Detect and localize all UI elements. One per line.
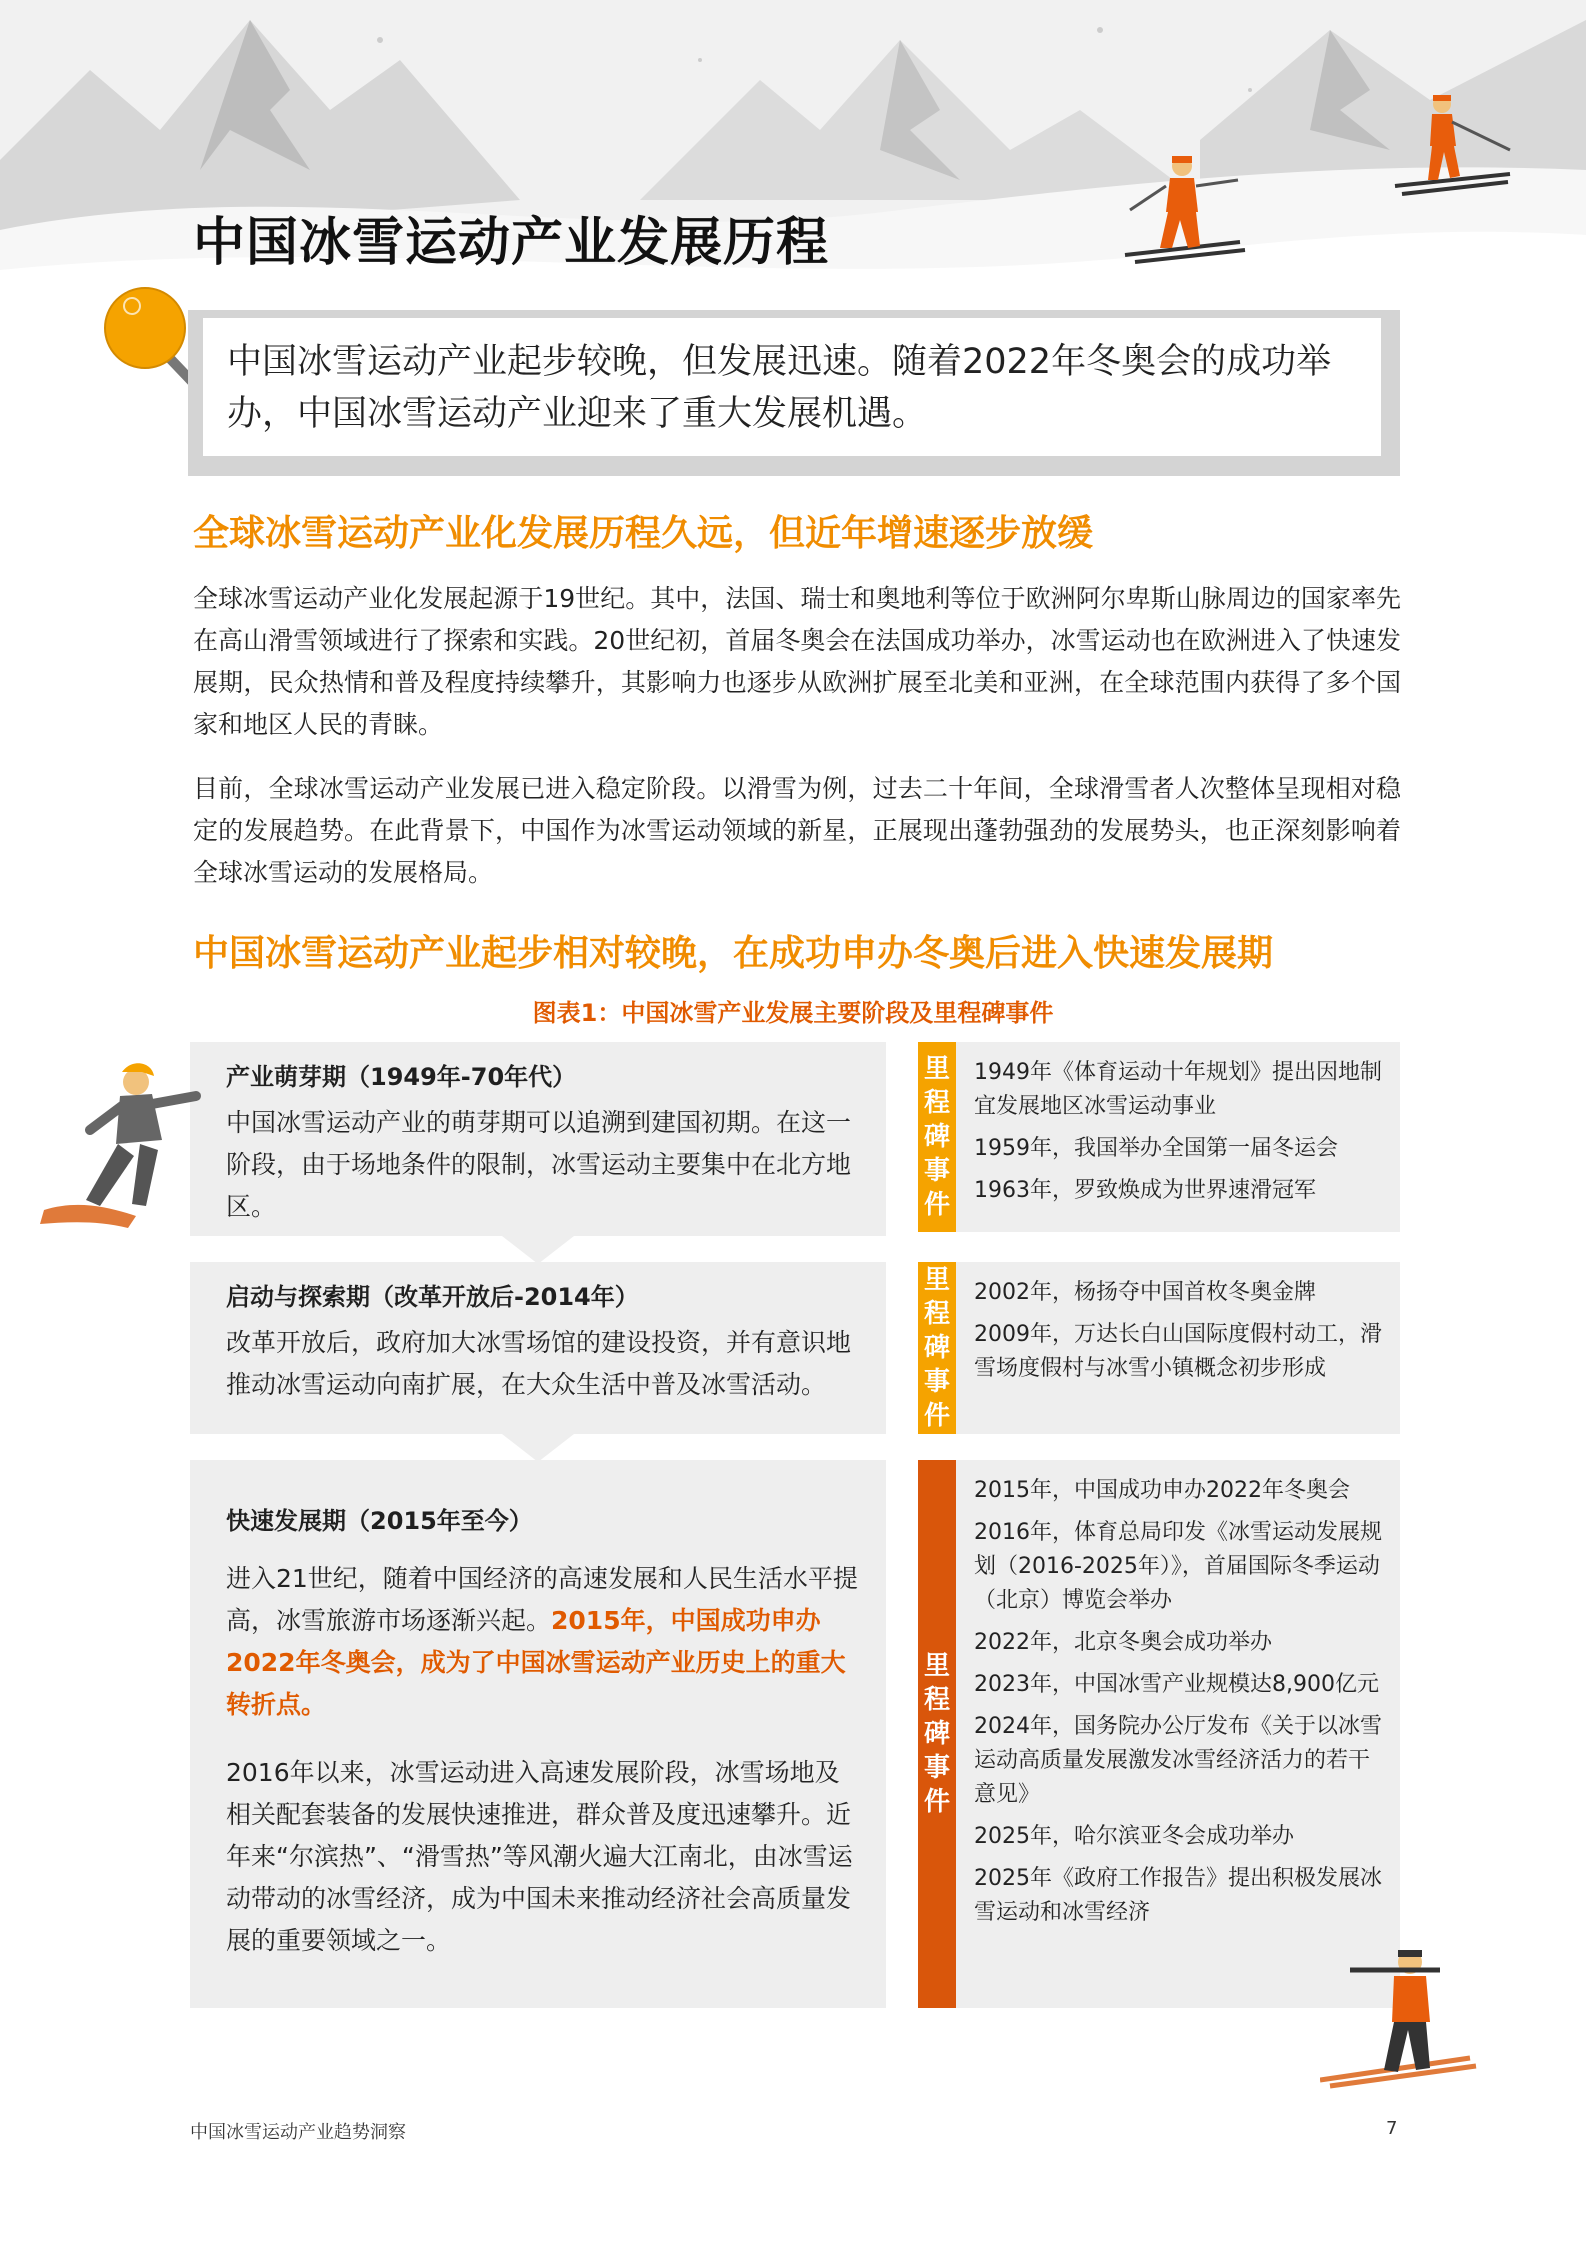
stage-description: 中国冰雪运动产业的萌芽期可以追溯到建国初期。在这一阶段，由于场地条件的限制，冰雪运动主要集中在北方地区。	[226, 1108, 852, 1221]
milestone-list	[956, 1042, 1400, 1232]
stage-description-text: 进入21世纪，随着中国经济的高速发展和人民生活水平提高，冰雪旅游市场逐渐兴起。	[226, 1564, 858, 1635]
milestone-label: 里程碑事件	[918, 1460, 956, 2008]
paragraph: 全球冰雪运动产业化发展起源于19世纪。其中，法国、瑞士和奥地利等位于欧洲阿尔卑斯山脉周边的国家率先在高山滑雪领域进行了探索和实践。20世纪初，首届冬奥会在法国成功举办，冰雪运动也在欧洲进入了快速发展期，民众热情和普及程度持续攀升，其影响力也逐步从欧洲扩展至北美和亚洲，在全球范围内获得了多个国家和地区人民的青睐。	[193, 584, 1401, 739]
milestone-item: 2002年，杨扬夺中国首枚冬奥金牌	[974, 1280, 1316, 1305]
stage-card-rapid-growth	[190, 1460, 886, 2008]
skier-illustration	[1390, 90, 1520, 200]
milestone-item: 2023年，中国冰雪产业规模达8,900亿元	[974, 1672, 1379, 1697]
summary-box: 中国冰雪运动产业起步较晚，但发展迅速。随着2022年冬奥会的成功举办，中国冰雪运动产业迎来了重大发展机遇。	[203, 318, 1381, 456]
stage-title: 启动与探索期（改革开放后-2014年）	[226, 1283, 639, 1311]
stage-arrow-icon	[502, 1236, 574, 1264]
milestone-item: 2025年《政府工作报告》提出积极发展冰雪运动和冰雪经济	[974, 1866, 1382, 1925]
stage-arrow-icon	[502, 1434, 574, 1462]
page-number: 7	[1386, 2118, 1398, 2139]
biathlete-illustration	[1320, 1940, 1480, 2090]
stage-title: 快速发展期（2015年至今）	[226, 1507, 533, 1535]
section-heading-china: 中国冰雪运动产业起步相对较晚，在成功申办冬奥后进入快速发展期	[193, 933, 1274, 974]
stage-description: 2016年以来，冰雪运动进入高速发展阶段，冰雪场地及相关配套装备的发展快速推进，群众普及度迅速攀升。近年来“尔滨热”、“滑雪热”等风潮火遍大江南北，由冰雪运动带动的冰雪经济，成为中国未来推动经济社会高质量发展的重要领域之一。	[226, 1758, 853, 1955]
figure-caption: 图表1：中国冰雪产业发展主要阶段及里程碑事件	[532, 999, 1054, 1027]
milestone-list	[956, 1460, 1400, 2008]
milestone-item: 1963年，罗致焕成为世界速滑冠军	[974, 1178, 1316, 1203]
milestone-item: 2024年，国务院办公厅发布《关于以冰雪运动高质量发展激发冰雪经济活力的若干意见》	[974, 1714, 1382, 1807]
stage-description	[226, 1558, 860, 1726]
stage-title: 产业萌芽期（1949年-70年代）	[226, 1063, 577, 1091]
page-title: 中国冰雪运动产业发展历程	[193, 213, 830, 273]
milestone-label: 里程碑事件	[918, 1262, 956, 1434]
milestone-item: 2009年，万达长白山国际度假村动工，滑雪场度假村与冰雪小镇概念初步形成	[974, 1322, 1382, 1381]
milestone-item: 2016年，体育总局印发《冰雪运动发展规划（2016-2025年）》，首届国际冬季运动（北京）博览会举办	[974, 1520, 1382, 1613]
milestone-item: 2025年，哈尔滨亚冬会成功举办	[974, 1824, 1294, 1849]
skier-illustration	[1120, 150, 1250, 270]
highlight-text: 2015年，中国成功申办2022年冬奥会，成为了中国冰雪运动产业历史上的重大转折点。	[226, 1606, 846, 1719]
milestone-item: 1959年，我国举办全国第一届冬运会	[974, 1136, 1338, 1161]
milestone-item: 2022年，北京冬奥会成功举办	[974, 1630, 1272, 1655]
milestone-list	[956, 1262, 1400, 1434]
stage-card-exploration	[190, 1262, 886, 1434]
stage-card-budding	[190, 1042, 886, 1236]
snowboarder-illustration	[36, 1060, 206, 1230]
stage-description: 改革开放后，政府加大冰雪场馆的建设投资，并有意识地推动冰雪运动向南扩展，在大众生活中普及冰雪活动。	[226, 1328, 852, 1399]
milestone-item: 1949年《体育运动十年规划》提出因地制宜发展地区冰雪运动事业	[974, 1060, 1382, 1119]
footer-report-name: 中国冰雪运动产业趋势洞察	[190, 2122, 406, 2143]
milestone-item: 2015年，中国成功申办2022年冬奥会	[974, 1478, 1350, 1503]
section-heading-global: 全球冰雪运动产业化发展历程久远，但近年增速逐步放缓	[193, 513, 1094, 554]
milestone-label: 里程碑事件	[918, 1042, 956, 1232]
paragraph: 目前，全球冰雪运动产业发展已进入稳定阶段。以滑雪为例，过去二十年间，全球滑雪者人次整体呈现相对稳定的发展趋势。在此背景下，中国作为冰雪运动领域的新星，正展现出蓬勃强劲的发展势头，也正深刻影响着全球冰雪运动的发展格局。	[193, 774, 1401, 887]
